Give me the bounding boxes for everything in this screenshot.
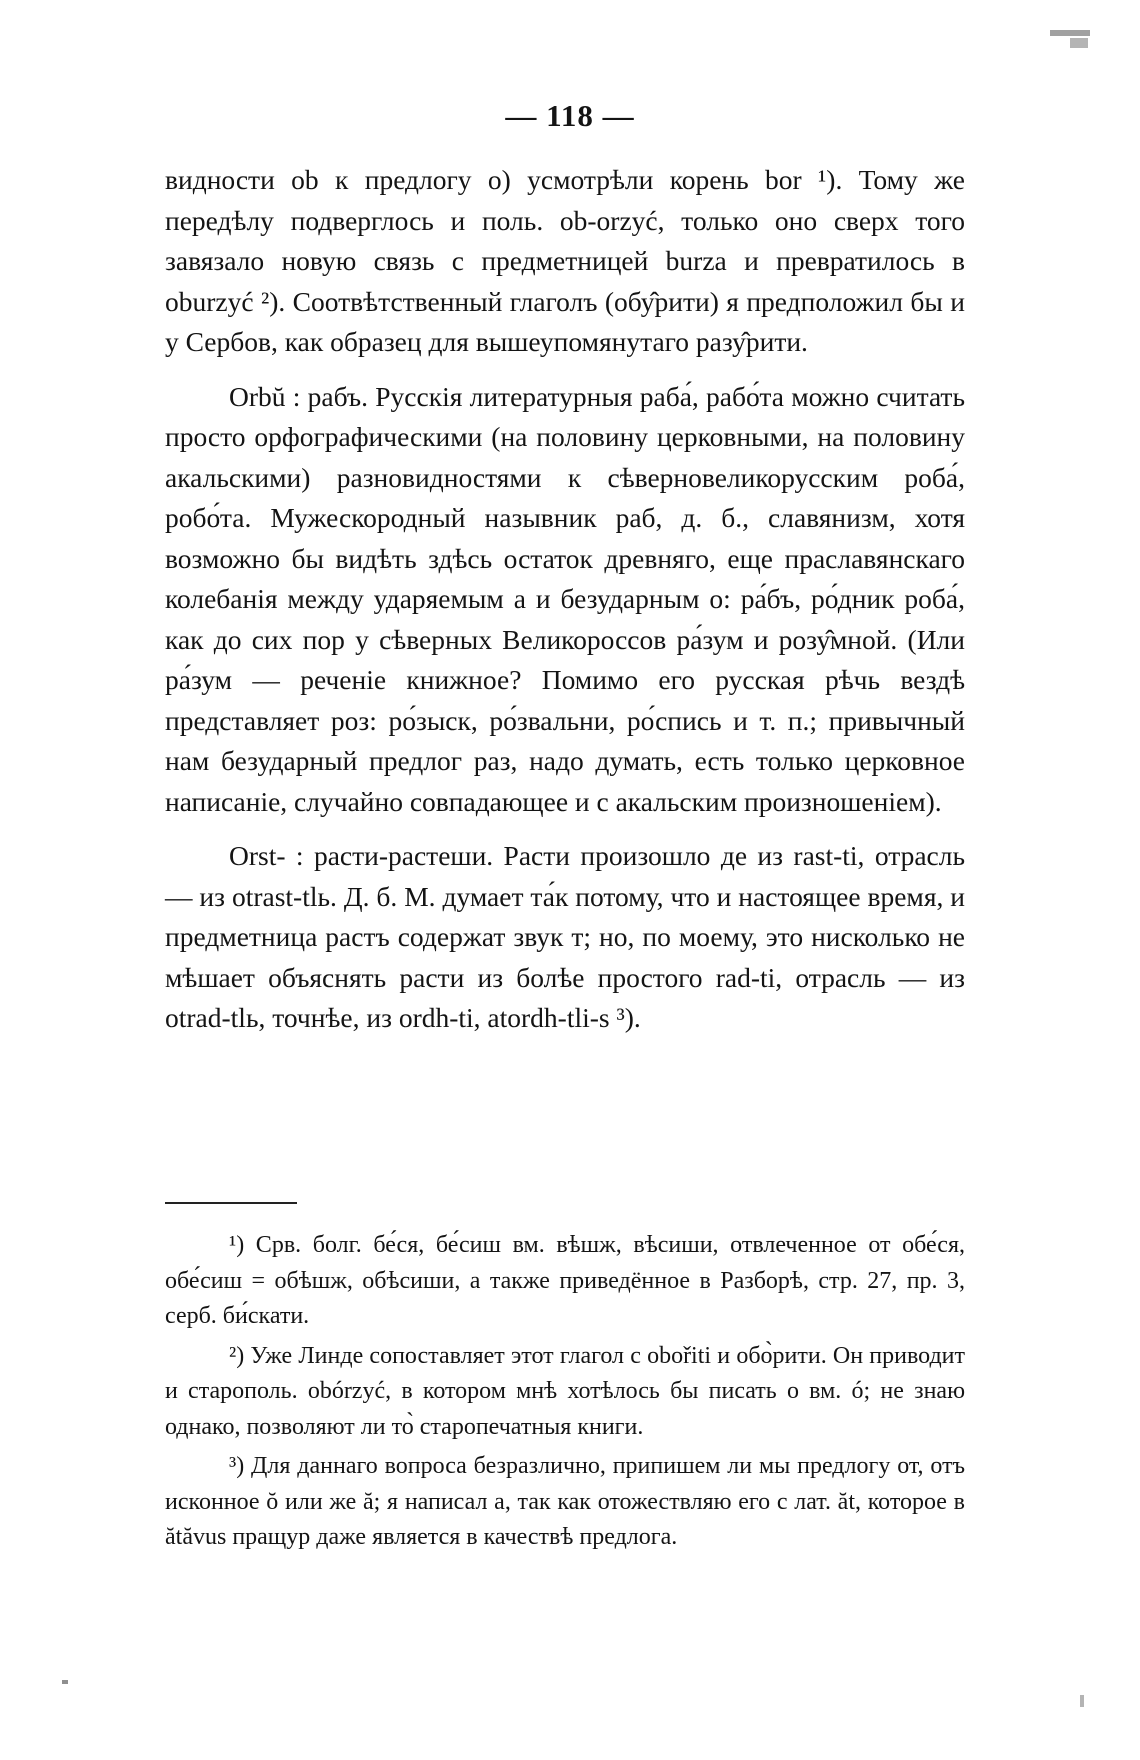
page-number: — 118 — [505, 98, 635, 133]
paragraph-continuation: видности ob к предлогу о) усмотрѣли корень bor ¹). Тому же передѣлу подверглось и поль. ob-orzyć, только оно сверх того завязало новую связь с предметницей burza и превратилось в oburzyć ²). Соотвѣтственный глаголъ (обу̂рити) я предположил бы и у Сербов, как образец для вышеупомянутаго разу̂рити. [165, 164, 965, 357]
scan-speck [1050, 30, 1090, 36]
footnote-separator [165, 1202, 297, 1204]
footnotes [165, 1228, 965, 1560]
scan-speck [62, 1680, 68, 1684]
scan-speck [1070, 38, 1088, 48]
footnote-2: ²) Уже Линде сопоставляет этот глагол с obořiti и обо̀рити. Он приводит и старополь. obórzyć, в котором мнѣ хотѣлось бы писать о вм. ó; не знаю однако, позволяют ли то̀ старопечатныя книги. [165, 1342, 965, 1440]
paragraph-orbu: Orbŭ : рабъ. Русскія литературныя раба́, рабо́та можно считать просто орфографическими (на половину церковными, на половину акальскими) разновидностями к сѣверновеликорусским роба́, робо́та. Мужескородный назывник раб, д. б., славянизм, хотя возможно бы видѣть здѣсь остаток древняго, еще праславянскаго колебанія между ударяемым а и безударным о: ра́бъ, ро́дник роба́, как до сих пор у сѣверных Великороссов ра́зум и розу̂мной. (Или ра́зум — реченіе книжное? Помимо его русская рѣчь вездѣ представляет роз: ро́зыск, ро́звальни, ро́спись и т. п.; привычный нам безударный предлог раз, надо думать, есть только церковное написаніе, случайно совпадающее и с акальским произношеніем). [165, 380, 965, 817]
paragraph-orst: Orst- : расти-растеши. Расти произошло де из rast-ti, отрасль — из otrast-tlь. Д. б. М. думает та́к потому, что и настоящее время, и предметница растъ содержат звук т; но, по моему, это нисколько не мѣшает объяснять расти из болѣе простого rad-ti, отрасль — из otrad-tlь, точнѣе, из ordh-ti, atordh-tli-s ³). [165, 840, 965, 1033]
scan-speck [1080, 1695, 1084, 1707]
main-text [165, 160, 965, 1039]
footnote-1: ¹) Срв. болг. бе́ся, бе́сиш вм. вѣшж, вѣсиши, отвлеченное от обе́ся, обе́сиш = обѣшж, обѣсиши, а также приведённое в Разборѣ, стр. 27, пр. 3, серб. би́скати. [165, 1232, 965, 1329]
footnote-3: ³) Для даннаго вопроса безразлично, припишем ли мы предлогу от, отъ исконное ŏ или же ă; я написал а, так как отожествляю его с лат. ăt, которое в ătăvus пращур даже является в качествѣ предлога. [165, 1453, 965, 1550]
